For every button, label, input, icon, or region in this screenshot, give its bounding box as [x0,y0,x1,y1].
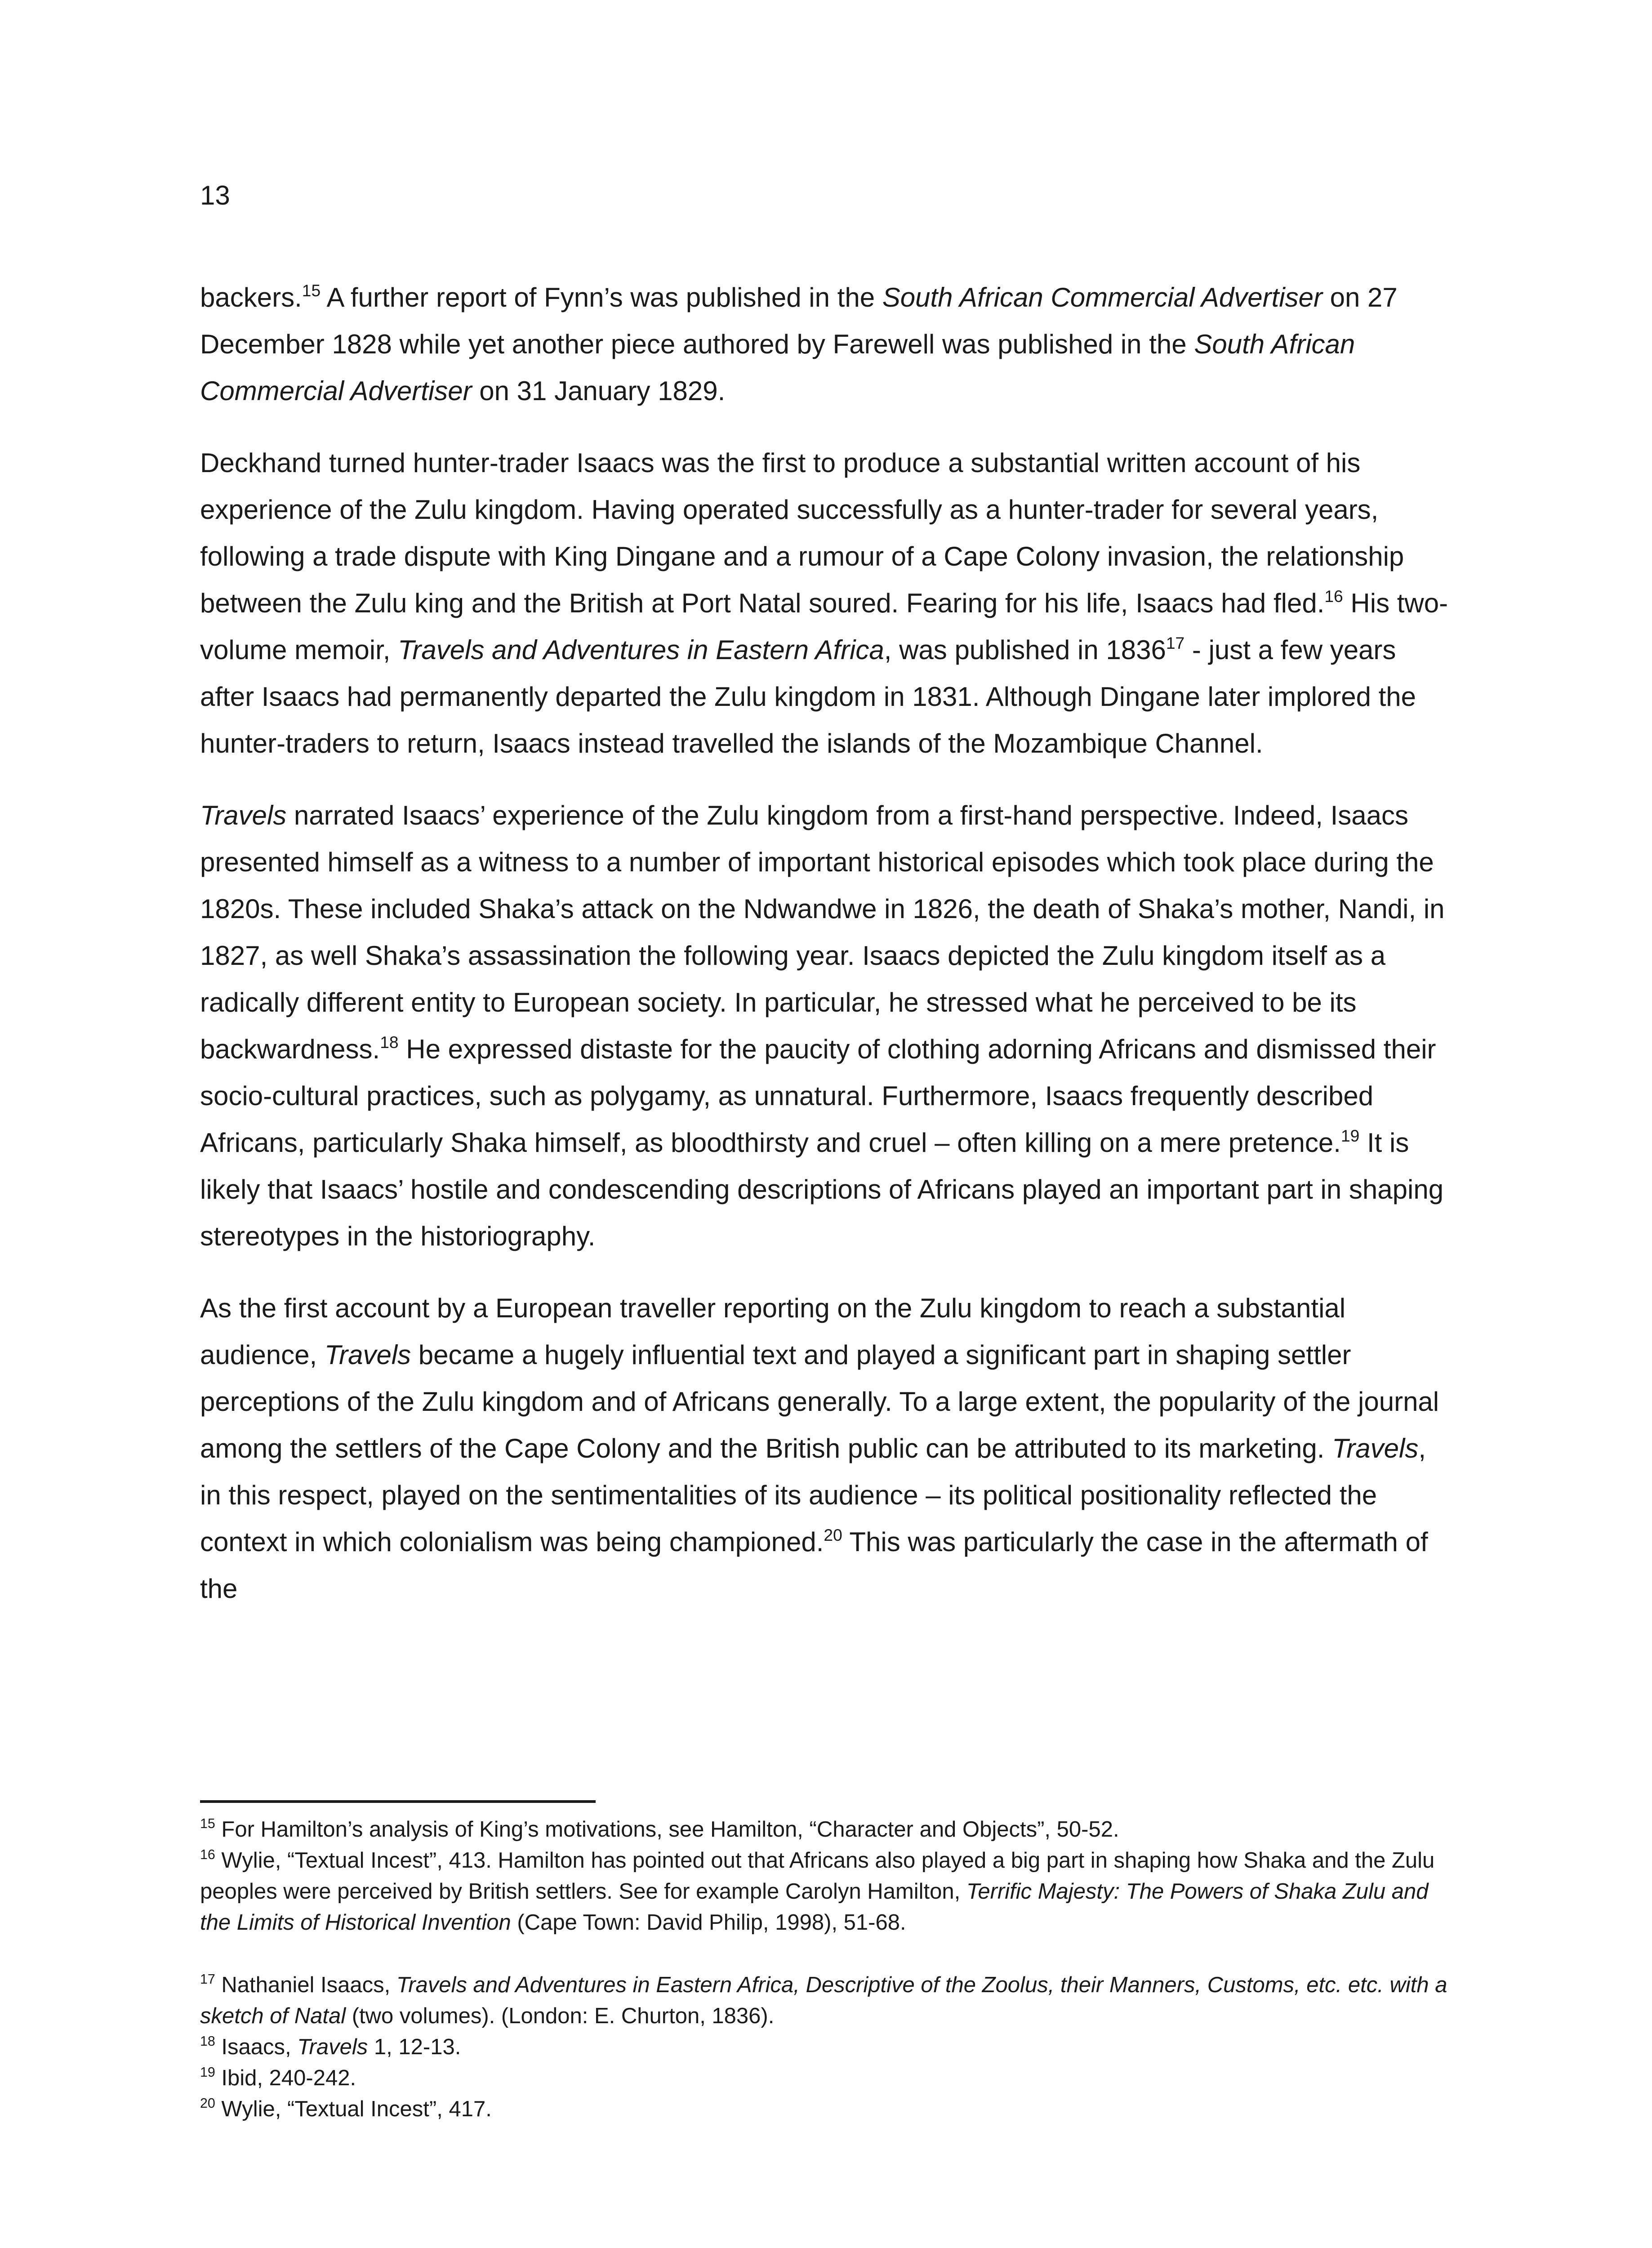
body-paragraph [200,1285,1454,1612]
footnote-reference: 15 [302,281,321,300]
footnote [200,1970,1454,2032]
footnote-reference: 15 [200,1816,215,1832]
text-run: Wylie, “Textual Incest”, 417. [215,2097,492,2121]
text-run: For Hamilton’s analysis of King’s motivations, see Hamilton, “Character and Objects”, 50-52. [215,1817,1119,1842]
footnote [200,2032,1454,2063]
footnote-reference: 20 [824,1525,842,1544]
footnote [200,1814,1454,1845]
text-run: A further report of Fynn’s was published in the [321,282,882,312]
italic-text: Terrific Majesty: The Powers of Shaka Zulu and the Limits of Historical Invention [200,1879,1429,1935]
footnotes [200,1814,1454,2125]
footnote-reference: 18 [200,2034,215,2049]
italic-text: South African Commercial Advertiser [882,282,1322,312]
text-run: narrated Isaacs’ experience of the Zulu kingdom from a first-hand perspective. Indeed, Isaacs presented himself as a witness to a number of important historical episodes which took place during the 1820s. These included Shaka’s attack on the Ndwandwe in 1826, the death of Shaka’s mother, Nandi, in 1827, as well Shaka’s assassination the following year. Isaacs depicted the Zulu kingdom itself as a radically different entity to European society. In particular, he stressed what he perceived to be its backwardness. [200,800,1445,1064]
italic-text: Travels [200,800,287,830]
text-run: It is likely that Isaacs’ hostile and condescending descriptions of Africans played an important part in shaping stereotypes in the historiography. [200,1128,1444,1251]
text-run: on 27 December 1828 while yet another piece authored by Farewell was published in the [200,282,1398,359]
body-text [200,274,1454,1637]
text-run: Nathaniel Isaacs, [215,1973,396,1997]
body-paragraph [200,792,1454,1260]
text-run: This was particularly the case in the aftermath of the [200,1527,1428,1604]
text-run: 1, 12-13. [368,2035,461,2059]
text-run: Wylie, “Textual Incest”, 413. Hamilton has pointed out that Africans also played a big part in shaping how Shaka and the Zulu peoples were perceived by British settlers. See for example Carolyn Hamilton, [200,1848,1435,1904]
italic-text: South African Commercial Advertiser [200,329,1355,406]
text-run: (Cape Town: David Philip, 1998), 51-68. [511,1910,906,1935]
text-run: As the first account by a European traveller reporting on the Zulu kingdom to reach a substantial audience, [200,1293,1346,1370]
footnote-reference: 20 [200,2096,215,2111]
footnote-reference: 17 [1166,633,1185,652]
footnote-divider [200,1800,596,1803]
italic-text: Travels [1332,1433,1419,1463]
body-paragraph [200,274,1454,415]
text-run: Deckhand turned hunter-trader Isaacs was the first to produce a substantial written account of his experience of the Zulu kingdom. Having operated successfully as a hunter-trader for several years, following a trade dispute with King Dingane and a rumour of a Cape Colony invasion, the relationship between the Zulu king and the British at Port Natal soured. Fearing for his life, Isaacs had fled. [200,448,1404,618]
text-run: , in this respect, played on the sentimentalities of its audience – its political positionality reflected the context in which colonialism was being championed. [200,1433,1426,1557]
footnote-reference: 16 [200,1847,215,1863]
text-run: - just a few years after Isaacs had permanently departed the Zulu kingdom in 1831. Although Dingane later implored the hunter-traders to return, Isaacs instead travelled the islands of the Mozambique Channel. [200,635,1416,758]
italic-text: Travels [297,2035,368,2059]
body-paragraph [200,440,1454,767]
text-run: His two-volume memoir, [200,588,1448,665]
text-run: backers. [200,282,302,312]
footnote-reference: 16 [1324,586,1343,606]
text-run: (two volumes). (London: E. Churton, 1836). [346,2004,775,2028]
text-run: , was published in 1836 [884,635,1166,665]
text-run: He expressed distaste for the paucity of clothing adorning Africans and dismissed their socio-cultural practices, such as polygamy, as unnatural. Furthermore, Isaacs frequently described Africans, particularly Shaka himself, as bloodthirsty and cruel – often killing on a mere pretence. [200,1034,1436,1158]
text-run: Ibid, 240-242. [215,2066,356,2090]
footnote-reference: 17 [200,1971,215,1987]
footnote [200,2063,1454,2094]
italic-text: Travels [324,1340,411,1370]
footnote [200,2094,1454,2125]
footnote-reference: 18 [380,1032,399,1052]
footnote-reference: 19 [200,2065,215,2080]
text-run: on 31 January 1829. [472,376,726,406]
italic-text: Travels and Adventures in Eastern Africa, Descriptive of the Zoolus, their Manners, Customs, etc. etc. with a sketch of Natal [200,1973,1447,2028]
footnote-reference: 19 [1340,1126,1360,1145]
footnote [200,1845,1454,1938]
italic-text: Travels and Adventures in Eastern Africa [398,635,884,665]
text-run: became a hugely influential text and played a significant part in shaping settler perceptions of the Zulu kingdom and of Africans generally. To a large extent, the popularity of the journal among the settlers of the Cape Colony and the British public can be attributed to its marketing. [200,1340,1439,1463]
page-number: 13 [200,180,230,210]
text-run: Isaacs, [215,2035,298,2059]
